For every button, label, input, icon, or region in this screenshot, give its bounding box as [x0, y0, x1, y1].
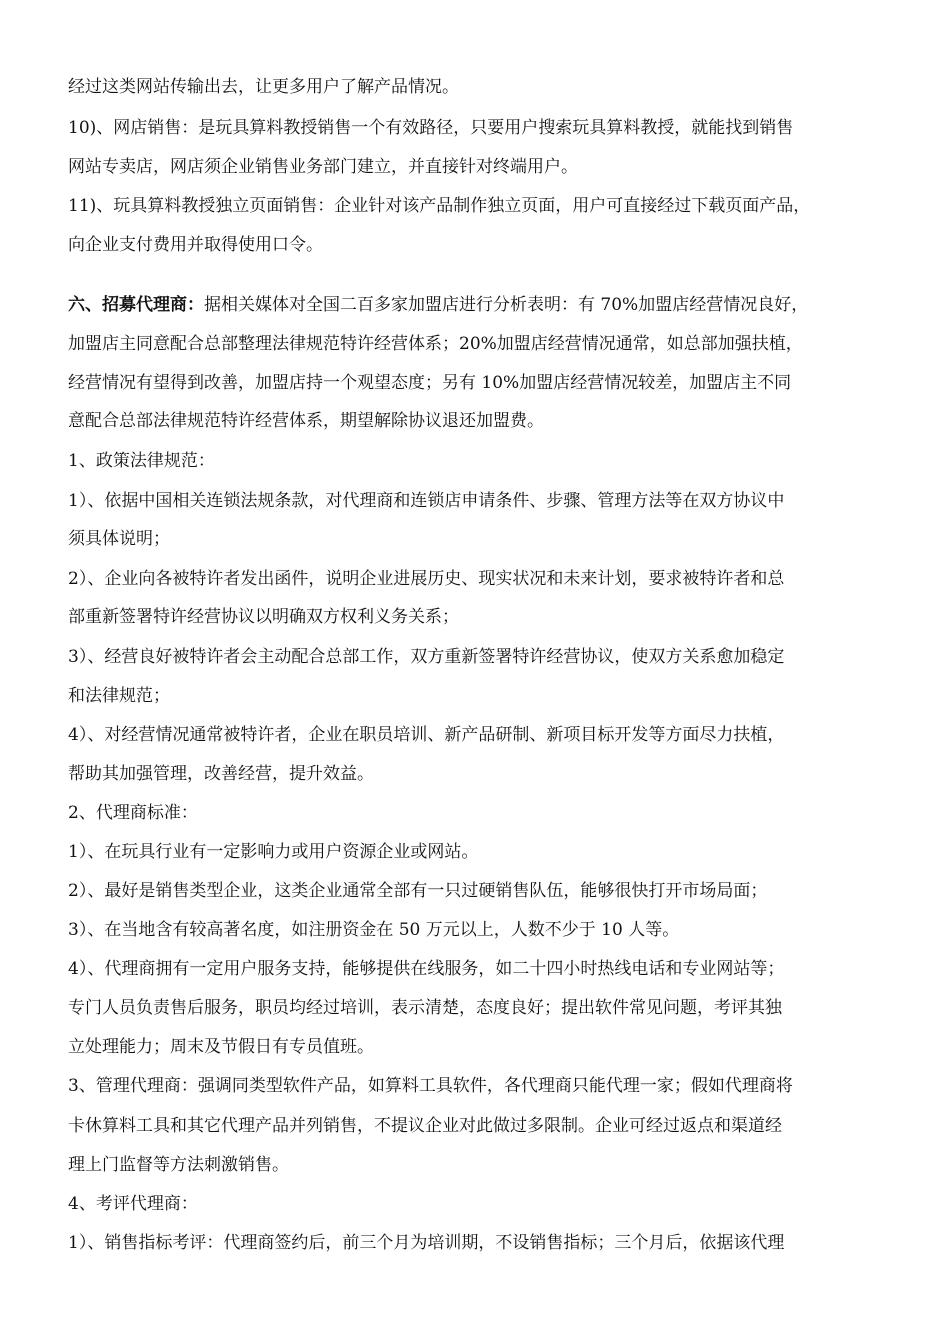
paragraph-line: 1）、在玩具行业有一定影响力或用户资源企业或网站。: [68, 842, 479, 862]
paragraph-line: 须具体说明；: [68, 529, 170, 549]
paragraph-line: 11)、玩具算料教授独立页面销售：企业针对该产品制作独立页面，用户可直接经过下载页面产品，: [68, 196, 811, 216]
section-first-line: [68, 294, 908, 316]
paragraph-line: 加盟店主同意配合总部整理法律规范特许经营体系；20%加盟店经营情况通常，如总部加强扶植，: [68, 334, 803, 354]
paragraph-line: 立处理能力；周末及节假日有专员值班。: [68, 1037, 374, 1057]
paragraph-line: 向企业支付费用并取得使用口令。: [68, 235, 323, 255]
paragraph-line: 和法律规范；: [68, 686, 170, 706]
paragraph-line: 3）、经营良好被特许者会主动配合总部工作，双方重新签署特许经营协议，使双方关系愈加稳定: [68, 647, 785, 667]
paragraph-line: 10)、网店销售：是玩具算料教授销售一个有效路径，只要用户搜索玩具算料教授，就能找到销售: [68, 118, 794, 138]
paragraph-line: 帮助其加强管理，改善经营，提升效益。: [68, 764, 374, 784]
subheading-line: 4、考评代理商：: [68, 1194, 198, 1214]
paragraph-line: 1）、销售指标考评：代理商签约后，前三个月为培训期，不设销售指标；三个月后，依据该代理: [68, 1233, 785, 1253]
subheading-line: 2、代理商标准：: [68, 803, 198, 823]
paragraph-line: 经营情况有望得到改善，加盟店持一个观望态度；另有 10%加盟店经营情况较差，加盟店主不同: [68, 373, 792, 393]
paragraph-line: 网站专卖店，网店须企业销售业务部门建立，并直接针对终端用户。: [68, 157, 578, 177]
paragraph-line: 4）、对经营情况通常被特许者，企业在职员培训、新产品研制、新项目标开发等方面尽力扶植，: [68, 725, 785, 745]
paragraph-line: 4）、代理商拥有一定用户服务支持，能够提供在线服务，如二十四小时热线电话和专业网站等；: [68, 959, 785, 979]
paragraph-line: 2）、最好是销售类型企业，这类企业通常全部有一只过硬销售队伍，能够很快打开市场局面；: [68, 881, 768, 901]
section-heading: 六、招募代理商：: [68, 295, 204, 315]
paragraph-line: 理上门监督等方法刺激销售。: [68, 1155, 289, 1175]
paragraph-line: 部重新签署特许经营协议以明确双方权利义务关系；: [68, 607, 459, 627]
paragraph-line: 意配合总部法律规范特许经营体系，期望解除协议退还加盟费。: [68, 411, 544, 431]
paragraph-line: 1）、依据中国相关连锁法规条款，对代理商和连锁店申请条件、步骤、管理方法等在双方协议中: [68, 491, 785, 511]
paragraph-line: 3、管理代理商：强调同类型软件产品，如算料工具软件，各代理商只能代理一家；假如代理商将: [68, 1076, 793, 1096]
paragraph-line: 2）、企业向各被特许者发出函件，说明企业进展历史、现实状况和未来计划，要求被特许者和总: [68, 569, 785, 589]
paragraph-line: 3）、在当地含有较高著名度，如注册资金在 50 万元以上，人数不少于 10 人等。: [68, 920, 680, 940]
paragraph-line: 卡休算料工具和其它代理产品并列销售，不提议企业对此做过多限制。企业可经过返点和渠道经: [68, 1116, 782, 1136]
paragraph-line: 经过这类网站传输出去，让更多用户了解产品情况。: [68, 77, 459, 97]
paragraph-line: 专门人员负责售后服务，职员均经过培训，表示清楚，态度良好；提出软件常见问题，考评其独: [68, 998, 782, 1018]
section-intro-text: 据相关媒体对全国二百多家加盟店进行分析表明：有 70%加盟店经营情况良好，: [204, 295, 809, 315]
subheading-line: 1、政策法律规范：: [68, 451, 215, 471]
